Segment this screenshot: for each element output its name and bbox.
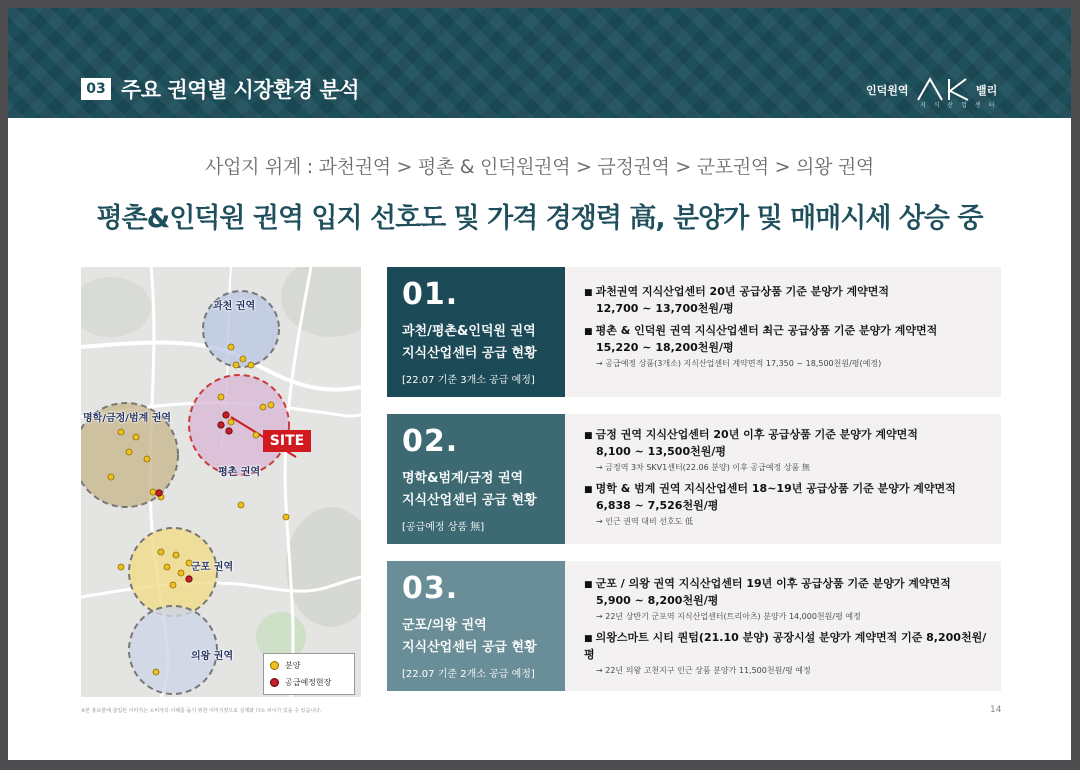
page-number: 14 — [990, 705, 1002, 715]
row-2-title — [402, 468, 537, 512]
legend-sale-dot-icon — [270, 661, 279, 670]
row-3-header — [387, 561, 565, 691]
map-graphic — [81, 267, 361, 697]
label-pyeongchon-region: 평촌 권역 — [218, 467, 261, 478]
legend-sale-label: 분양 — [285, 661, 301, 670]
row-1-bullet-2-head: ■ 평촌 & 인덕원 권역 지식산업센터 최근 공급상품 기준 분양가 계약면적 — [584, 323, 994, 340]
row-3-bullet-1-head: ■ 군포 / 의왕 권역 지식산업센터 19년 이후 공급상품 기준 분양가 계약면적 — [584, 576, 994, 593]
legend-planned — [270, 677, 331, 688]
legend-planned-label: 공급예정현장 — [285, 678, 332, 687]
row-1-bullet-2-note: → 공급예정 상품(3개소) 지식산업센터 계약면적 17,350 ~ 18,500천원/평(예정) — [596, 359, 882, 368]
row-3-note: [22.07 기준 2개소 공급 예정] — [402, 669, 535, 680]
row-1-note: [22.07 기준 3개소 공급 예정] — [402, 375, 535, 386]
row-2-bullet-1-value: 8,100 ~ 13,500천원/평 — [596, 445, 727, 458]
region-map — [81, 267, 361, 697]
row-1-title — [402, 321, 537, 365]
row-3-number: 03. — [402, 571, 459, 606]
label-myeonghak-region: 명학/금정/범계 권역 — [83, 413, 172, 424]
row-1-title-line2: 지식산업센터 공급 현황 — [402, 346, 537, 361]
logo-left-text: 인덕원역 — [866, 84, 909, 97]
row-2-bullet-2-value: 6,838 ~ 7,526천원/평 — [596, 499, 719, 512]
row-1-title-line1: 과천/평촌&인덕원 권역 — [402, 324, 536, 339]
row-3-details — [565, 561, 1001, 691]
row-1-number: 01. — [402, 277, 459, 312]
row-2-bullet-1-note: → 금정역 3차 SKV1센터(22.06 분양) 이후 공급예정 상품 無 — [596, 463, 810, 472]
row-2-bullet-2-head: ■ 명학 & 범계 권역 지식산업센터 18~19년 공급상품 기준 분양가 계약면적 — [584, 481, 994, 498]
row-3-bullet-1-note: → 22년 상반기 군포역 지식산업센터(트리아츠) 분양가 14,000천원/평 예정 — [596, 612, 861, 621]
row-1-bullet-2-value: 15,220 ~ 18,200천원/평 — [596, 341, 734, 354]
row-3-bullet-1-value: 5,900 ~ 8,200천원/평 — [596, 594, 719, 607]
region-row-2 — [387, 414, 1001, 544]
row-2-note: [공급예정 상품 無] — [402, 522, 485, 533]
row-2-title-line2: 지식산업센터 공급 현황 — [402, 493, 537, 508]
label-uiwang-region: 의왕 권역 — [191, 651, 234, 662]
row-1-header — [387, 267, 565, 397]
row-3-title-line1: 군포/의왕 권역 — [402, 618, 487, 633]
label-gunpo-region: 군포 권역 — [191, 562, 234, 573]
row-3-title-line2: 지식산업센터 공급 현황 — [402, 640, 537, 655]
row-2-title-line1: 명학&범계/금정 권역 — [402, 471, 524, 486]
ak-valley-logo — [866, 74, 1006, 108]
section-number-badge: 03 — [81, 78, 111, 100]
main-headline: 평촌&인덕원 권역 입지 선호도 및 가격 경쟁력 高, 분양가 및 매매시세 상승 중 — [96, 203, 983, 234]
row-2-bullet-2-note: → 인근 권역 대비 선호도 低 — [596, 517, 693, 526]
ak-logo-mark-icon — [916, 76, 972, 102]
logo-tagline: 지 식 산 업 센 터 — [920, 102, 998, 109]
slide — [8, 8, 1071, 760]
row-1-bullet-1-value: 12,700 ~ 13,700천원/평 — [596, 302, 734, 315]
row-2-bullet-1-head: ■ 금정 권역 지식산업센터 20년 이후 공급상품 기준 분양가 계약면적 — [584, 427, 994, 444]
section-title: 주요 권역별 시장환경 분석 — [121, 78, 360, 102]
header-banner — [8, 8, 1071, 118]
row-1-bullet-1-head: ■ 과천권역 지식산업센터 20년 공급상품 기준 분양가 계약면적 — [584, 284, 994, 301]
disclaimer-footnote: ※본 홍보물에 삽입된 이미지는 소비자의 이해를 돕기 위한 이미지컷으로 실제와 다소 차이가 있을 수 있습니다. — [81, 708, 322, 714]
label-gwacheon-region: 과천 권역 — [213, 301, 256, 312]
region-row-3 — [387, 561, 1001, 691]
row-3-title — [402, 615, 537, 659]
row-2-header — [387, 414, 565, 544]
map-legend — [263, 653, 355, 695]
region-row-1 — [387, 267, 1001, 397]
logo-right-text: 밸리 — [976, 84, 998, 97]
hierarchy-subtitle: 사업지 위계 : 과천권역 > 평촌 & 인덕원권역 > 금정권역 > 군포권역 > 의왕 권역 — [205, 156, 874, 178]
row-2-details — [565, 414, 1001, 544]
row-3-bullet-2-note: → 22년 의왕 고천지구 인근 상품 분양가 11,500천원/평 예정 — [596, 666, 811, 675]
row-3-bullet-2-head: ■ 의왕스마트 시티 퀀텀(21.10 분양) 공장시설 분양가 계약면적 기준 8,200천원/평 — [584, 630, 994, 663]
legend-sale — [270, 660, 300, 671]
site-marker: SITE — [263, 430, 311, 452]
row-1-details — [565, 267, 1001, 397]
legend-planned-dot-icon — [270, 678, 279, 687]
row-2-number: 02. — [402, 424, 459, 459]
